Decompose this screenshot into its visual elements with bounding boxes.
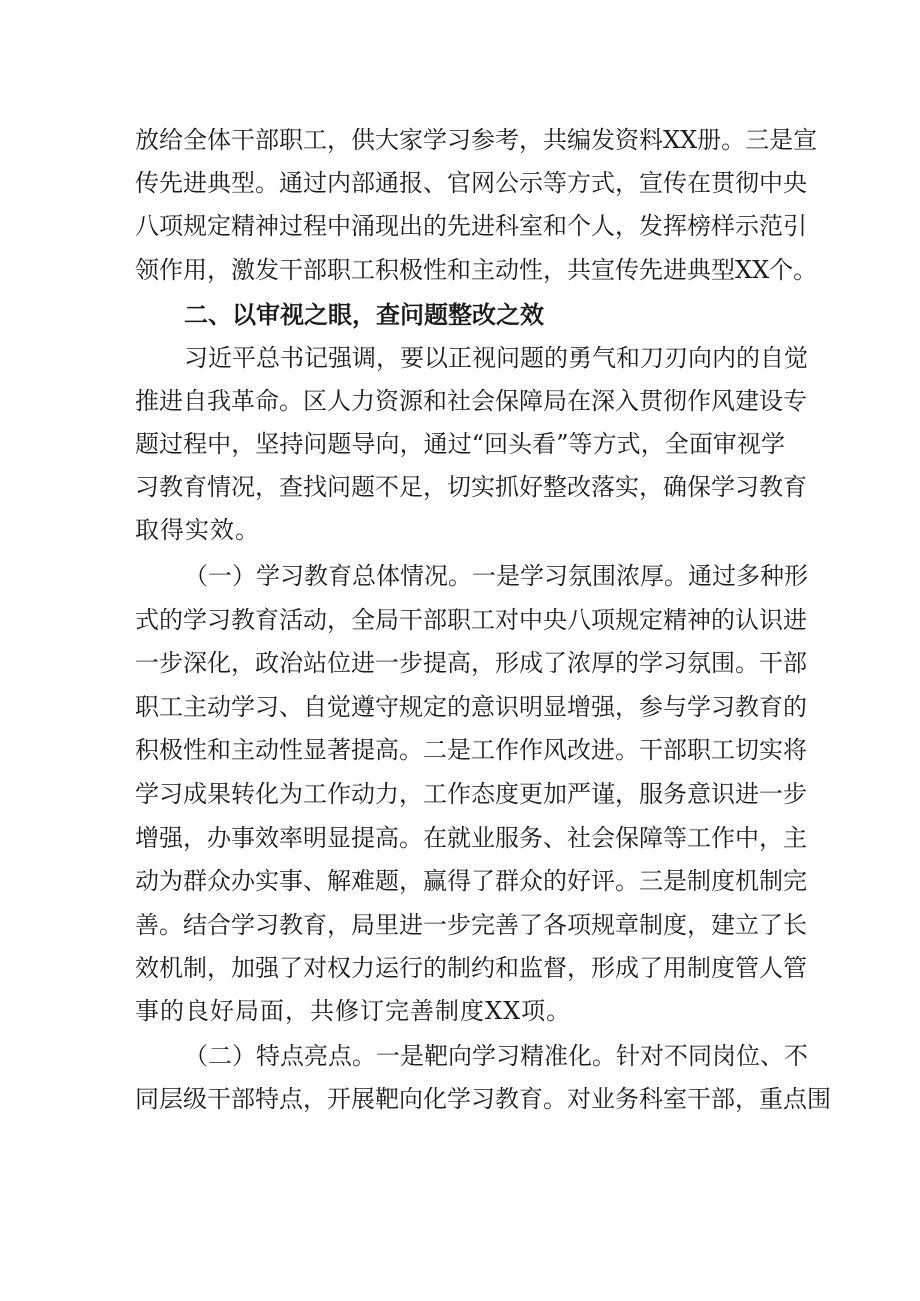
paragraph-line: 领作用，激发干部职工积极性和主动性，共宣传先进典型XX个。 bbox=[135, 256, 818, 284]
section-heading: 二、以审视之眼，查问题整改之效 bbox=[184, 301, 544, 329]
paragraph-line: 八项规定精神过程中涌现出的先进科室和个人，发挥榜样示范引 bbox=[135, 212, 807, 240]
paragraph-line: 动为群众办实事、解难题，赢得了群众的好评。三是制度机制完 bbox=[135, 867, 807, 895]
paragraph-line: （一）学习教育总体情况。一是学习氛围浓厚。通过多种形 bbox=[184, 562, 808, 590]
paragraph-line: 职工主动学习、自觉遵守规定的意识明显增强，参与学习教育的 bbox=[135, 693, 807, 721]
paragraph-line: 善。结合学习教育，局里进一步完善了各项规章制度，建立了长 bbox=[135, 911, 807, 939]
paragraph-line: 同层级干部特点，开展靶向化学习教育。对业务科室干部，重点围 bbox=[135, 1085, 831, 1113]
paragraph-line: 取得实效。 bbox=[135, 516, 260, 544]
paragraph-line: 学习成果转化为工作动力，工作态度更加严谨，服务意识进一步 bbox=[135, 780, 807, 808]
paragraph-line: 放给全体干部职工，供大家学习参考，共编发资料XX册。三是宣 bbox=[135, 126, 818, 154]
paragraph-line: 增强，办事效率明显提高。在就业服务、社会保障等工作中，主 bbox=[135, 824, 807, 852]
paragraph-line: （二）特点亮点。一是靶向学习精准化。针对不同岗位、不 bbox=[184, 1042, 808, 1070]
paragraph-line: 题过程中，坚持问题导向，通过“回头看”等方式，全面审视学 bbox=[135, 430, 785, 458]
paragraph-line: 传先进典型。通过内部通报、官网公示等方式，宣传在贯彻中央 bbox=[135, 169, 807, 197]
paragraph-line: 一步深化，政治站位进一步提高，形成了浓厚的学习氛围。干部 bbox=[135, 649, 807, 677]
paragraph-line: 式的学习教育活动，全局干部职工对中央八项规定精神的认识进 bbox=[135, 606, 807, 634]
paragraph-line: 习教育情况，查找问题不足，切实抓好整改落实，确保学习教育 bbox=[135, 473, 807, 501]
paragraph-line: 积极性和主动性显著提高。二是工作作风改进。干部职工切实将 bbox=[135, 736, 807, 764]
paragraph-line: 习近平总书记强调，要以正视问题的勇气和刀刃向内的自觉 bbox=[184, 344, 808, 372]
paragraph-line: 推进自我革命。区人力资源和社会保障局在深入贯彻作风建设专 bbox=[135, 387, 807, 415]
paragraph-line: 事的良好局面，共修订完善制度XX项。 bbox=[135, 997, 572, 1025]
paragraph-line: 效机制，加强了对权力运行的制约和监督，形成了用制度管人管 bbox=[135, 954, 807, 982]
